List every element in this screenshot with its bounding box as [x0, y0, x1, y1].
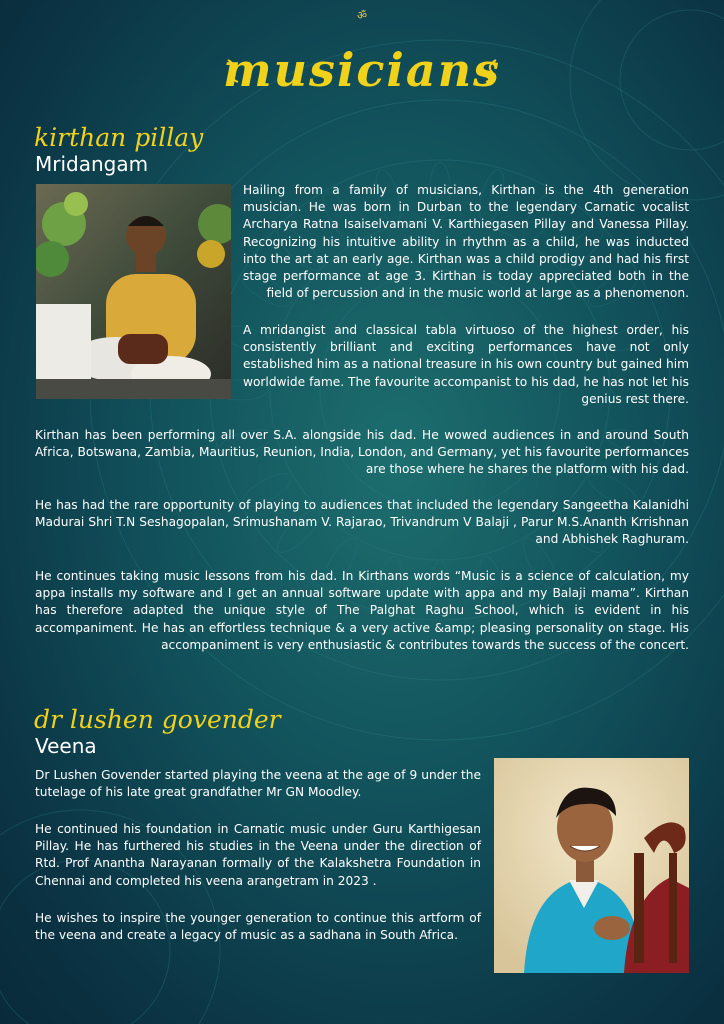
title-ornament-right [482, 58, 498, 84]
kirthan-photo-illustration [36, 184, 231, 399]
lushen-photo [494, 758, 689, 973]
bio-paragraph-1: Dr Lushen Govender started playing the veena at the age of 9 under the tutelage of his late great grandfather Mr GN Moodley. [35, 768, 481, 800]
kirthan-photo [36, 184, 231, 399]
bio-paragraph-2: A mridangist and classical tabla virtuoso of the highest order, his consistently brilliant and exciting performances have not only established him as a national treasure in his own country but gained him worldwide fame. The favourite accompanist to his dad, he has not let his genius rest there. [243, 323, 689, 406]
bio-paragraph-1: Hailing from a family of musicians, Kirthan is the 4th generation musician. He was born in Durban to the legendary Carnatic vocalist Archarya Ratna Isaiselvamani V. Karthiegasen Pillay and Vanessa Pillay. Recognizing his intuitive ability in rhythm as a child, he was inducted into the art at an early age. Kirthan was a child prodigy and had his first stage performance at age 3. Kirthan is today appreciated both in the field of percussion and in the music world at large as a phenomenon. [243, 183, 689, 301]
bio-paragraph-3: Kirthan has been performing all over S.A. alongside his dad. He wowed audiences in and around South Africa, Botswana, Zambia, Mauritius, Reunion, India, London, and Germany, yet his favourite performances are those where he shares the platform with his dad. [35, 428, 689, 477]
bio-paragraph-2: He continued his foundation in Carnatic music under Guru Karthigesan Pillay. He has furthered his studies in the Veena under the direction of Rtd. Prof Anantha Narayanan formally of the Kalakshetra Foundation in Chennai and completed his veena arangetram in 2023 . [35, 822, 481, 888]
bio-paragraph-3: He wishes to inspire the younger generation to continue this artform of the veena and create a legacy of music as a sadhana in South Africa. [35, 911, 481, 943]
bio-paragraph-4: He has had the rare opportunity of playing to audiences that included the legendary Sangeetha Kalanidhi Madurai Shri T.N Seshagopalan, Srimushanam V. Rajarao, Trivandrum V Balaji , Parur M.S.Ananth Krrishnan and Abhishek Raghuram. [35, 498, 689, 547]
lushen-photo-illustration [494, 758, 689, 973]
om-symbol: ॐ [356, 9, 368, 22]
page-title: musicians [222, 43, 502, 97]
musician-instrument: Mridangam [35, 152, 149, 176]
bio-paragraph-5: He continues taking music lessons from his dad. In Kirthans words “Music is a science of calculation, my appa installs my software and I get an annual software update with appa and my Balaji mama”. Kirthan has therefore adapted the unique style of The Palghat Raghu School, which is evident in his accompaniment. He has an effortless technique & a very active &amp; pleasing personality on stage. His accompaniment is very enthusiastic & contributes towards the success of the concert. [35, 569, 689, 652]
musician-name: dr lushen govender [34, 705, 281, 734]
musician-instrument: Veena [35, 734, 97, 758]
musician-name: kirthan pillay [34, 123, 204, 152]
